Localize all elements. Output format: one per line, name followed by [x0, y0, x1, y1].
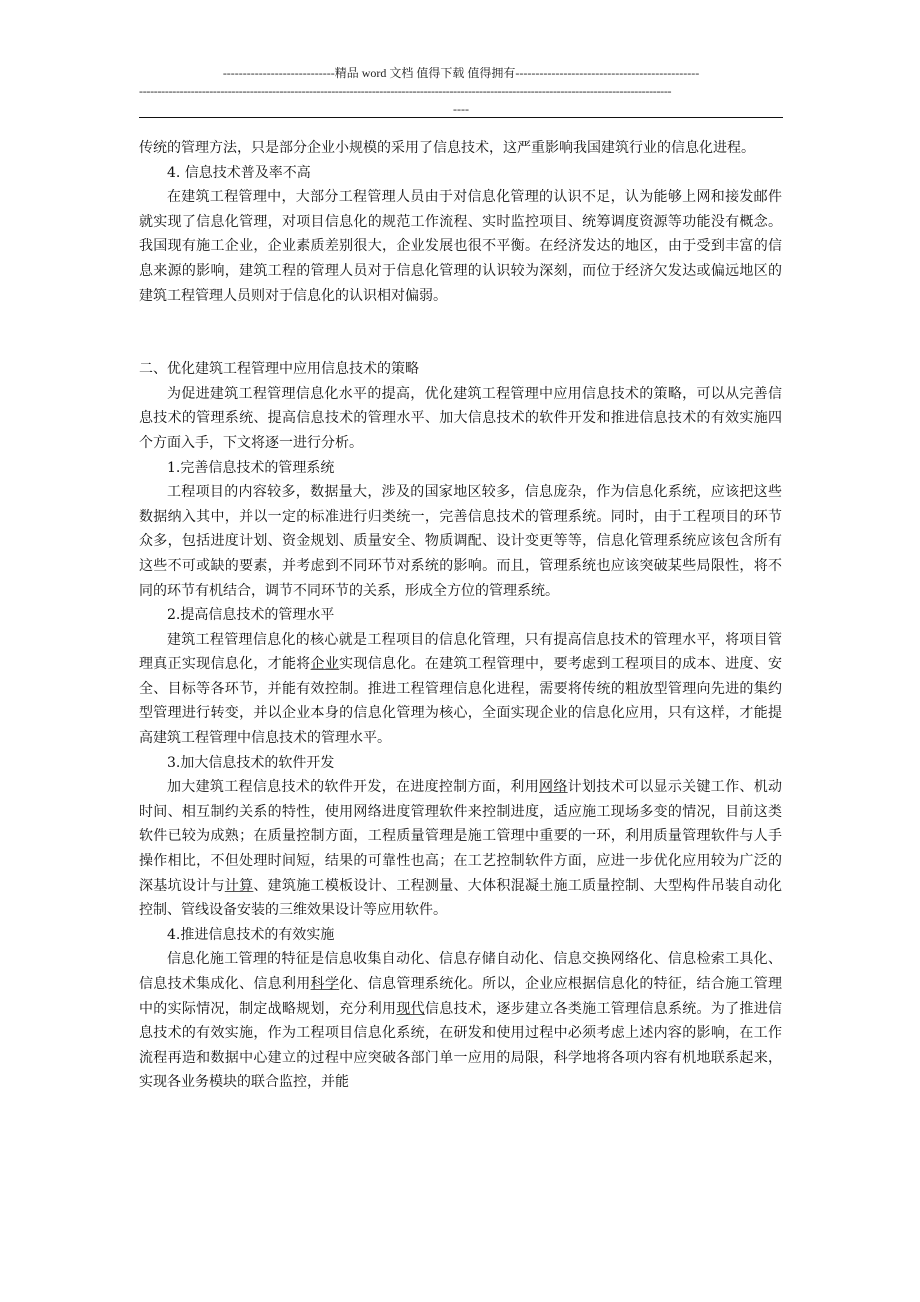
paragraph-popularity: 在建筑工程管理中，大部分工程管理人员由于对信息化管理的认识不足，认为能够上网和接发邮件就实现了信息化管理，对项目信息化的规范工作流程、实时监控项目、统筹调度资源等功能没有概念。我国现有施工企业，企业素质差别很大，企业发展也很不平衡。在经济发达的地区，由于受到丰富的信息来源的影响，建筑工程的管理人员对于信息化管理的认识较为深刻，而位于经济欠发达或偏远地区的建筑工程管理人员则对于信息化的认识相对偏弱。 — [139, 189, 782, 304]
text-span: 实现信息化。在建筑工程管理中，要考虑到工程项目的成本、进度、安全、目标等各环节，并能有效控制。推进工程管理信息化进程，需要将传统的粗放型管理向先进的集约型管理进行转变，并以企业本身的信息化管理为核心，全面实现企业的信息化应用，只有这样，才能提高建筑工程管理中信息技术的管理水平。 — [139, 656, 783, 747]
text-span: 信息技术，逐步建立各类施工管理信息系统。为了推进信息技术的有效实施，作为工程项目信息化系统，在研发和使用过程中必须考虑上述内容的影响，在工作流程再造和数据中心建立的过程中应突破各部门单一应用的局限，科学地将各项内容有机地联系起来，实现各业务模块的联合监控，并能 — [139, 1000, 783, 1091]
subheading-4-implementation: 4.推进信息技术的有效实施 — [167, 926, 335, 943]
paragraph-implementation — [139, 947, 782, 1095]
link-network[interactable]: 网络 — [539, 779, 568, 796]
link-enterprise[interactable]: 企业 — [310, 656, 340, 673]
link-science[interactable]: 科学 — [310, 976, 340, 992]
header-rule — [139, 117, 783, 118]
link-calculation[interactable]: 计算 — [224, 877, 254, 894]
subheading-1-system: 1.完善信息技术的管理系统 — [167, 459, 335, 476]
text-span: 、建筑施工模板设计、工程测量、大体积混凝土施工质量控制、大型构件吊装自动化控制、管线设备安装的三维效果设计等应用软件。 — [139, 877, 783, 919]
header-banner: ----------------------------精品 word 文档 值得下载 值得拥有---------------------------------------------- — [222, 66, 700, 80]
text-span: 建筑工程管理信息化的核心就是工程项目的信息化管理，只有提高信息技术的管理水平，将项目管理真正实现信息化，才能将 — [139, 631, 782, 673]
paragraph-level — [139, 628, 782, 751]
subheading-4-popularity: 4. 信息技术普及率不高 — [167, 164, 311, 181]
text-span: 化、信息管理系统化。所以，企业应根据信息化的特征，结合施工管理中的实际情况，制定战略规划，充分利用 — [139, 976, 783, 1017]
page-header — [139, 64, 783, 118]
paragraph-continued: 传统的管理方法，只是部分企业小规模的采用了信息技术，这严重影响我国建筑行业的信息化进程。 — [139, 140, 755, 156]
document-body — [139, 136, 782, 1095]
text-span: 加大建筑工程信息技术的软件开发，在进度控制方面，利用 — [167, 779, 540, 796]
link-modern[interactable]: 现代 — [396, 1000, 425, 1017]
paragraph-software — [139, 775, 782, 923]
paragraph-system: 工程项目的内容较多，数据量大，涉及的国家地区较多，信息庞杂，作为信息化系统，应该把这些数据纳入其中，并以一定的标准进行归类统一，完善信息技术的管理系统。同时，由于工程项目的环节众多，包括进度计划、资金规划、质量安全、物质调配、设计变更等等，信息化管理系统应该包含所有这些不可或缺的要素，并考虑到不同环节对系统的影响。而且，管理系统也应该突破某些局限性，将不同的环节有机结合，调节不同环节的关系，形成全方位的管理系统。 — [139, 484, 782, 599]
text-span: 计划技术可以显示关键工作、机动时间、相互制约关系的特性，使用网络进度管理软件来控制进度，适应施工现场多变的情况，目前这类软件已较为成熟；在质量控制方面，工程质量管理是施工管理中重要的一环，利用质量管理软件与人手操作相比，不但处理时间短，结果的可靠性也高；在工艺控制软件方面，应进一步优化应用较为广泛的深基坑设计与 — [139, 779, 783, 894]
text-span: 信息化施工管理的特征是信息收集自动化、信息存储自动化、信息交换网络化、信息检索工具化、信息技术集成化、信息利用 — [139, 951, 782, 992]
header-dash-tail: ---- — [453, 102, 469, 116]
section-heading-2: 二、优化建筑工程管理中应用信息技术的策略 — [139, 361, 419, 378]
header-dash-line: ------------------------------------------------------------------------------------------------------------------------------------------------ — [139, 84, 672, 98]
subheading-2-level: 2.提高信息技术的管理水平 — [167, 607, 335, 624]
paragraph-strategy-intro: 为促进建筑工程管理信息化水平的提高，优化建筑工程管理中应用信息技术的策略，可以从完善信息技术的管理系统、提高信息技术的管理水平、加大信息技术的软件开发和推进信息技术的有效实施四个方面入手，下文将逐一进行分析。 — [139, 385, 782, 451]
subheading-3-software: 3.加大信息技术的软件开发 — [167, 754, 335, 771]
